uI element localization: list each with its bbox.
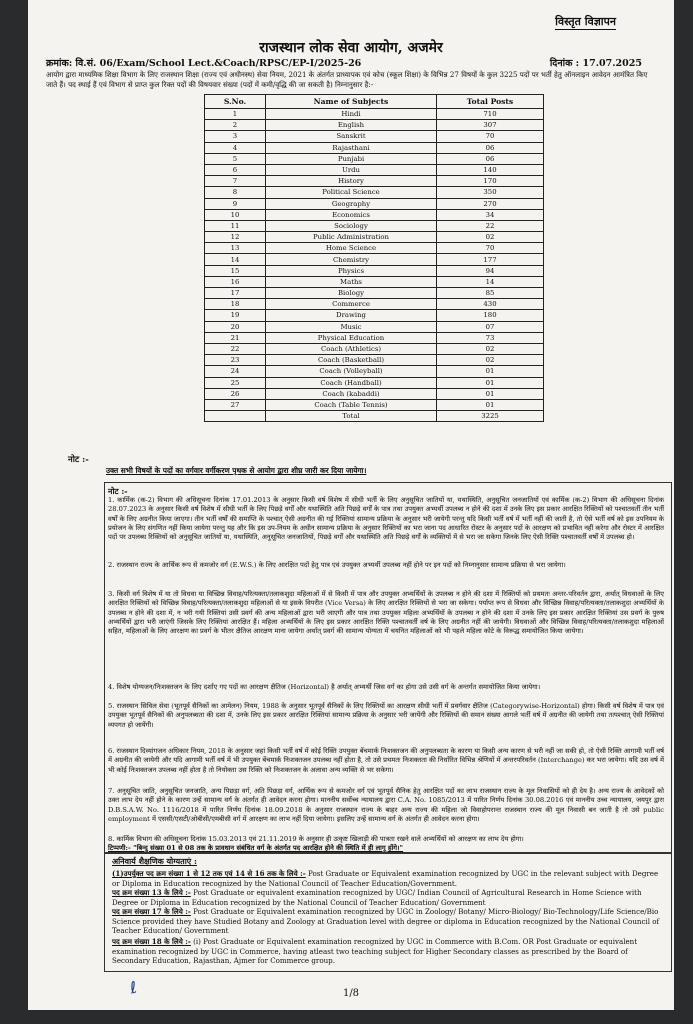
advertisement-page — [28, 0, 674, 1010]
eligibility-item — [112, 907, 662, 936]
cell-sno: 5 — [205, 153, 266, 164]
cell-sno: 25 — [205, 377, 266, 388]
cell-posts: 307 — [437, 120, 544, 131]
cell-posts: 70 — [437, 131, 544, 142]
cell-subject: Coach (Table Tennis) — [266, 399, 437, 410]
cell-subject: Music — [266, 321, 437, 332]
cell-sno: 18 — [205, 299, 266, 310]
cell-sno: 27 — [205, 399, 266, 410]
table-row — [205, 321, 544, 332]
table-row — [205, 288, 544, 299]
cell-posts: 350 — [437, 187, 544, 198]
cell-subject: History — [266, 176, 437, 187]
cell-posts: 02 — [437, 343, 544, 354]
table-row — [205, 164, 544, 175]
cell-subject: Commerce — [266, 299, 437, 310]
header-sno: S.No. — [205, 95, 266, 109]
cell-subject: Political Science — [266, 187, 437, 198]
cell-subject: Physical Education — [266, 332, 437, 343]
eligibility-item — [112, 888, 662, 907]
cell-posts: 34 — [437, 209, 544, 220]
cell-sno: 1 — [205, 109, 266, 120]
cell-posts: 85 — [437, 288, 544, 299]
note-item: 7. अनुसूचित जाति, अनुसूचित जनजाति, अन्य पिछड़ा वर्ग, अति पिछड़ा वर्ग, आर्थिक रूप से कमजोर वर्ग एवं भूतपूर्व सैनिक हेतु आरक्षित पदों का लाभ राजस्थान राज्य के मूल निवासियों को ही देय है। अन्य राज्य के आवेदकों को उक्त लाभ देय नहीं होने के कारण उन्हें सामान्य वर्ग के अंतर्गत ही आवेदन करना होगा। माननीय सर्वोच्च न्यायालय द्वारा C.A. No. 1085/2013 में पारित निर्णय दिनांक 30.08.2016 एवं माननीय उच्च न्यायालय, जयपुर द्वारा D.B.S.A.W. No. 1116/2018 में पारित निर्णय दिनांक 18.09.2018 के अनुसार राजस्थान राज्य के बाहर अन्य राज्य की महिला जो विवाहोपरान्त राजस्थान राज्य की मूल निवासी बन जाती है तो उसे public employment में एससी/एसटी/ओबीसी/एमबीसी वर्ग में आरक्षण का लाभ नहीं दिया जायेगा। इसलिए उन्हें सामान्य वर्ग के अंतर्गत ही आवेदन करना होगा। — [108, 787, 664, 823]
cell-subject: Urdu — [266, 164, 437, 175]
handwritten-mark: ℓ — [128, 977, 139, 998]
table-row — [205, 220, 544, 231]
note-item: टिप्पणी:- "बिन्दु संख्या 01 से 08 तक के प्रावधान संबंधित वर्ग के अंतर्गत पद आरक्षित होने की स्थिति में ही लागू होंगे।" — [108, 844, 404, 852]
table-row — [205, 310, 544, 321]
cell-subject: Coach (Basketball) — [266, 355, 437, 366]
cell-posts: 14 — [437, 276, 544, 287]
cell-sno: 23 — [205, 355, 266, 366]
cell-sno: 3 — [205, 131, 266, 142]
table-total-row — [205, 411, 544, 422]
note-item: 1. कार्मिक (क-2) विभाग की अधिसूचना दिनांक 17.01.2013 के अनुसार किसी वर्ष विशेष में सीधी भर्ती के लिए अनुसूचित जातियों या, यथास्थिति, अनुसूचित जनजातियों एवं कार्मिक (क-2) विभाग की अधिसूचना दिनांक 28.07.2023 के अनुसार किसी वर्ष विशेष में सीधी भर्ती के लिए पिछड़े वर्गों और यथास्थिति अति पिछड़े वर्गों के पात्र तथा उपयुक्त अभ्यर्थी उपलब्ध न होने की दशा में उनके लिए इस प्रकार आरक्षित रिक्तियों को पश्चातवर्ती तीन भर्ती वर्षों के लिए अग्रनीत किया जाएगा। तीन भर्ती वर्षों की समाप्ति के पश्चात् ऐसी अग्रनीत की गई रिक्तियां सामान्य प्रक्रिया के अनुसार भरी जायेगी परन्तु यदि किसी भर्ती वर्ष में भर्ती नहीं की जाती है, तो ऐसे भर्ती वर्ष को इस उपनियम के प्रयोजन के लिए संगणित नहीं किया जायेगा परन्तु यह और कि इस उप-नियम के अधीन सामान्य प्रक्रिया के अनुसार रिक्तियों का भरा जाना पद आधारित रोस्टर के अनुसार पदों के आरक्षण को प्रभावित नहीं करेगा और रोस्टर में आरक्षित पदों पर उपलब्ध रिक्तियों को अनुसूचित जातियों या, यथास्थिति, अनुसूचित जनजातियों, पिछड़े वर्गों और यथास्थिति अति पिछड़े वर्गों के व्यक्तियों में से भरा जा सकेगा जिनके लिए ऐसी रिक्ति पश्चातवर्ती वर्षों में उपलब्ध हो। — [108, 496, 664, 541]
eligibility-heading: अनिवार्य शैक्षणिक योग्यताएं : — [112, 856, 197, 866]
eligibility-label: पद क्रम संख्या 17 के लिये :- — [112, 907, 191, 916]
note2-heading: नोट :- — [108, 486, 128, 496]
table-row — [205, 377, 544, 388]
cell-sno: 4 — [205, 142, 266, 153]
cell-sno: 26 — [205, 388, 266, 399]
reference-number: क्रमांक: वि.सं. 06/Exam/School Lect.&Coach/RPSC/EP-I/2025-26 — [46, 58, 362, 69]
table-row — [205, 276, 544, 287]
cell-sno: 15 — [205, 265, 266, 276]
cell-posts: 710 — [437, 109, 544, 120]
cell-sno: 14 — [205, 254, 266, 265]
intro-paragraph: आयोग द्वारा माध्यमिक शिक्षा विभाग के लिए राजस्थान शिक्षा (राज्य एवं अधीनस्थ) सेवा नियम, 2021 के अंतर्गत प्राध्यापक एवं कोच (स्कूल शिक्षा) के विभिन्न 27 विषयों के कुल 3225 पदों पर भर्ती हेतु ऑनलाइन आवेदन आमंत्रित किए जाते हैं। पद स्थाई हैं एवं विभाग से प्राप्त कुल रिक्त पदों की विषयवार संख्या (पदों में कमी/वृद्धि की जा सकती है) निम्नानुसार है:- — [46, 70, 648, 89]
cell-sno: 8 — [205, 187, 266, 198]
cell-sno: 16 — [205, 276, 266, 287]
note-item: 8. कार्मिक विभाग की अधिसूचना दिनांक 15.03.2013 एवं 21.11.2019 के अनुसार ही उत्कृष्ट खिलाड़ी की पात्रता रखने वाले अभ्यर्थियों को आरक्षण का लाभ देय होगा। — [108, 835, 524, 843]
cell-posts: 01 — [437, 388, 544, 399]
cell-subject: Sociology — [266, 220, 437, 231]
table-row — [205, 142, 544, 153]
cell-posts: 73 — [437, 332, 544, 343]
cell-subject: Coach (Athletics) — [266, 343, 437, 354]
cell-sno: 6 — [205, 164, 266, 175]
cell-subject: Public Administration — [266, 232, 437, 243]
cell-posts: 07 — [437, 321, 544, 332]
cell-sno: 22 — [205, 343, 266, 354]
cell-sno: 10 — [205, 209, 266, 220]
cell-sno: 12 — [205, 232, 266, 243]
table-row — [205, 198, 544, 209]
table-row — [205, 120, 544, 131]
table-body — [205, 109, 544, 411]
cell-posts: 70 — [437, 243, 544, 254]
organization-title: राजस्थान लोक सेवा आयोग, अजमेर — [259, 40, 443, 56]
header-subject: Name of Subjects — [266, 95, 437, 109]
page-number: 1/8 — [342, 988, 360, 999]
note-item: 3. किसी वर्ग विशेष में या तो विधवा या विच्छिन्न विवाह/परित्यक्ता/तलाकशुदा महिलाओं में से किसी में पात्र और उपयुक्त अभ्यर्थियों के उपलब्ध न होने की दशा में रिक्तियों को प्रथमतः अन्तर-परिवर्तन द्वारा, अर्थात् विधवाओं के लिए आरक्षित रिक्तियों को विच्छिन्न विवाह/परित्यक्ता/तलाकशुदा महिलाओं से या इसके विपरीत (Vice Versa) के लिए आरक्षित रिक्तियों से भरा जा सकेगा। पर्याप्त रूप से विधवा और विच्छिन्न विवाह/परित्यक्ता/तलाकशुदा अभ्यर्थियों के उपलब्ध न होने की दशा में, न भरी गयी रिक्तियां उसी प्रवर्ग की अन्य महिलाओं द्वारा भरी जाएगी और पात्र तथा उपयुक्त महिला अभ्यर्थियों के उपलब्ध न होने की दशा में उनके लिए इस प्रकार आरक्षित रिक्तियां उस प्रवर्ग के पुरुष अभ्यर्थियों द्वारा भरी जाएंगी जिसके लिए रिक्तियां आरक्षित हैं। महिला अभ्यर्थियों के लिए इस प्रकार आरक्षित रिक्ति पश्चातवर्ती वर्ष के लिए अग्रनीत नहीं की जायेगी। विधवाओं और विच्छिन्न विवाह/परित्यक्ता/तलाकशुदा महिलाओं सहित, महिलाओं के लिए आरक्षण का प्रवर्ग के भीतर क्षैतिज आरक्षण माना जायेगा अर्थात् प्रवर्ग की सामान्य योग्यता में चयनित महिलाओं को भी पहले महिला कोटे के विरूद्ध समायोजित किया जायेगा। — [108, 590, 664, 635]
table-row — [205, 109, 544, 120]
table-row — [205, 254, 544, 265]
cell-subject: Punjabi — [266, 153, 437, 164]
cell-posts: 01 — [437, 366, 544, 377]
eligibility-text: Post Graduate or Equivalent examination recognized by UGC in Zoology/ Botany/ Micro-Biology/ Bio-Technology/Life Science/Bio Science provided they have Studied Botany and Zoology at Graduation level with degree or diploma in Education recognized by the National Council of Teacher Education/ Government — [112, 907, 660, 936]
cell-sno: 20 — [205, 321, 266, 332]
table-row — [205, 176, 544, 187]
eligibility-label: पद क्रम संख्या 13 के लिये :- — [112, 888, 191, 897]
table-row — [205, 153, 544, 164]
header-total-posts: Total Posts — [437, 95, 544, 109]
cell-subject: Coach (Handball) — [266, 377, 437, 388]
cell-subject: Chemistry — [266, 254, 437, 265]
cell-subject: Geography — [266, 198, 437, 209]
cell-posts: 270 — [437, 198, 544, 209]
cell-sno: 9 — [205, 198, 266, 209]
cell-subject: Economics — [266, 209, 437, 220]
cell-subject: Rajasthani — [266, 142, 437, 153]
cell-sno: 21 — [205, 332, 266, 343]
eligibility-item — [112, 937, 662, 966]
advert-tag: विस्तृत विज्ञापन — [555, 15, 616, 28]
table-row — [205, 232, 544, 243]
table-row — [205, 209, 544, 220]
cell-sno: 11 — [205, 220, 266, 231]
cell-posts: 06 — [437, 142, 544, 153]
table-row — [205, 399, 544, 410]
note1-text: उक्त सभी विषयों के पदों का वर्गवार वर्गीकरण पृथक से आयोग द्वारा शीघ्र जारी कर दिया जायेगा। — [106, 466, 367, 475]
cell-subject: English — [266, 120, 437, 131]
note-item: 5. राजस्थान सिविल सेवा (भूतपूर्व सैनिकों का आमेलन) नियम, 1988 के अनुसार भूतपूर्व सैनिकों के लिए रिक्तियों का आरक्षण सीधी भर्ती में प्रवर्गवार क्षैतिज (Categorywise-Horizontal) होगा। किसी वर्ष विशेष में पात्र एवं उपयुक्त भूतपूर्व सैनिकों की अनुपलब्धता की दशा में, उनके लिए इस प्रकार आरक्षित रिक्तियां सामान्य प्रक्रिया के अनुसार भरी जायेंगी और रिक्तियों की समान संख्या आगले भर्ती वर्ष में अग्रनीत की जायेगी तथा तत्पश्चात् ऐसी रिक्तियां व्यपगत हो जायेंगी। — [108, 702, 664, 729]
cell-posts: 140 — [437, 164, 544, 175]
cell-posts: 177 — [437, 254, 544, 265]
note-item: 2. राजस्थान राज्य के आर्थिक रूप से कमजोर वर्ग (E.W.S.) के लिए आरक्षित पदों हेतु पात्र एवं उपयुक्त अभ्यर्थी उपलब्ध नहीं होने पर इन पदों को निम्नानुसार सामान्य प्रक्रिया से भरा जायेगा। — [108, 561, 566, 569]
cell-subject: Physics — [266, 265, 437, 276]
cell-subject: Biology — [266, 288, 437, 299]
eligibility-text: (i) Post Graduate or Equivalent examination recognized by UGC in Commerce with B.Com. OR Post Graduate or equivalent examination recognized by UGC in Commerce, having atleast two teaching subject for Higher Secondary classes as prescribed by the Board of Secondary Education, Rajasthan, Ajmer for Commerce group. — [112, 937, 638, 966]
cell-posts: 02 — [437, 355, 544, 366]
cell-posts: 06 — [437, 153, 544, 164]
cell-posts: 430 — [437, 299, 544, 310]
table-row — [205, 265, 544, 276]
cell-sno: 13 — [205, 243, 266, 254]
total-label: Total — [266, 411, 437, 422]
cell-posts: 22 — [437, 220, 544, 231]
note-item: 6. राजस्थान दिव्यांगजन अधिकार नियम, 2018 के अनुसार जहां किसी भर्ती वर्ष में कोई रिक्ति उपयुक्त बेंचमार्क निःशक्तजन की अनुपलब्धता के कारण या किसी अन्य कारण से भरी नहीं जा सकी हो, तो ऐसी रिक्ति आगामी भर्ती वर्ष में अग्रनीत की जायेगी और यदि आगामी भर्ती वर्ष में भी उपयुक्त बेंचमार्क निःशक्तजन उपलब्ध नहीं होता है, तो उसे प्रथमतः निःशक्तता की निर्धारित विभिन्न श्रेणियों में अन्तरपरिवर्तन (Interchange) कर भरा जायेगा। यदि उस वर्ष में भी कोई निःशक्तजन उपलब्ध नहीं होता है तो नियोक्ता उस रिक्ति को निःशक्तजन के अलावा अन्य व्यक्ति से भर सकेगा। — [108, 747, 665, 774]
cell-subject: Maths — [266, 276, 437, 287]
table-row — [205, 243, 544, 254]
eligibility-label: (1)उपर्युक्त पद क्रम संख्या 1 से 12 तक एवं 14 से 16 तक के लिये :- — [112, 869, 306, 878]
notice-date: दिनांक : 17.07.2025 — [549, 58, 642, 69]
table-header-row — [205, 95, 544, 109]
posts-table — [204, 94, 544, 422]
table-row — [205, 299, 544, 310]
cell-sno: 2 — [205, 120, 266, 131]
cell-posts: 180 — [437, 310, 544, 321]
cell-subject: Home Science — [266, 243, 437, 254]
total-value: 3225 — [437, 411, 544, 422]
cell-subject: Hindi — [266, 109, 437, 120]
cell-sno: 7 — [205, 176, 266, 187]
cell-subject: Coach (kabaddi) — [266, 388, 437, 399]
cell-sno: 17 — [205, 288, 266, 299]
cell-subject: Drawing — [266, 310, 437, 321]
eligibility-text: Post Graduate or Equivalent examination recognized by UGC in the relevant subject with Degree or Diploma in Education recognized by the National Council of Teacher Education/Government. — [112, 869, 659, 888]
table-row — [205, 332, 544, 343]
cell-posts: 02 — [437, 232, 544, 243]
cell-subject: Sanskrit — [266, 131, 437, 142]
cell-sno: 24 — [205, 366, 266, 377]
cell-posts: 94 — [437, 265, 544, 276]
table-row — [205, 388, 544, 399]
cell-posts: 01 — [437, 377, 544, 388]
table-row — [205, 131, 544, 142]
note-item: 4. विशेष योग्यजन/निःशक्तजन के लिए दर्शाए गए पदों का आरक्षण क्षैतिज (Horizontal) है अर्थात् अभ्यर्थी जिस वर्ग का होगा उसे उसी वर्ग के अन्तर्गत समायोजित किया जायेगा। — [108, 683, 541, 691]
note1-heading: नोट :- — [68, 455, 89, 465]
cell-sno: 19 — [205, 310, 266, 321]
cell-posts: 170 — [437, 176, 544, 187]
eligibility-text: Post Graduate or equivalent examination recognized by UGC/ Indian Council of Agricultural Research in Home Science with Degree or Diploma in Education recognized by the National Council of Teacher Education/ Government — [112, 888, 642, 907]
total-spacer — [205, 411, 266, 422]
table-row — [205, 343, 544, 354]
table-row — [205, 366, 544, 377]
cell-posts: 01 — [437, 399, 544, 410]
eligibility-label: पद क्रम संख्या 18 के लिये :- — [112, 937, 191, 946]
table-row — [205, 187, 544, 198]
eligibility-item — [112, 869, 662, 888]
table-row — [205, 355, 544, 366]
cell-subject: Coach (Volleyball) — [266, 366, 437, 377]
